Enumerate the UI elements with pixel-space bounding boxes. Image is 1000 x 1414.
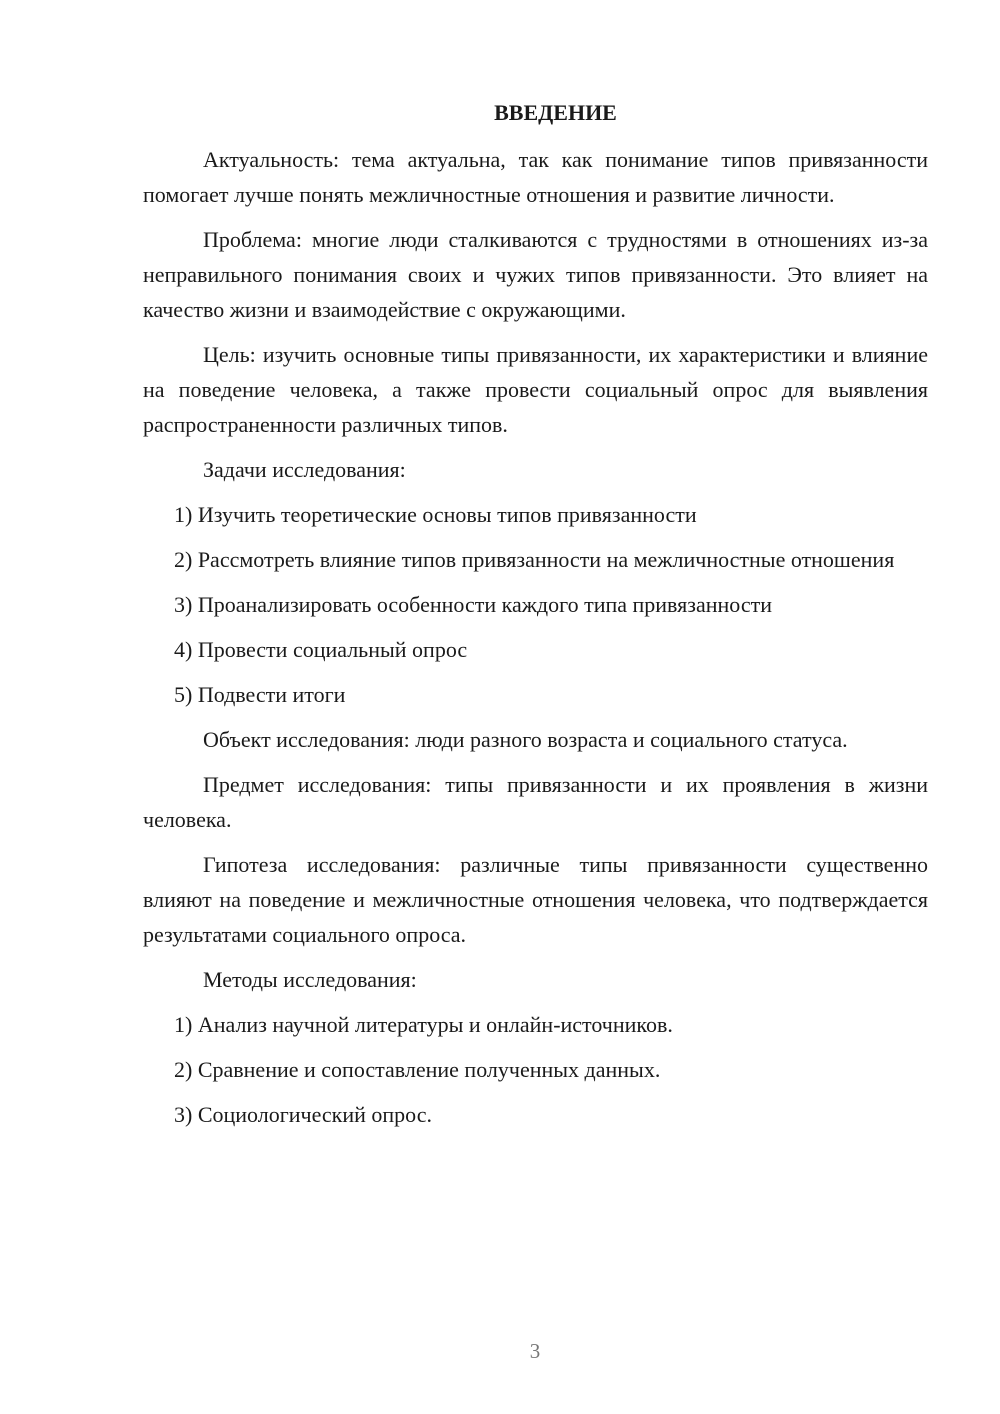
method-item: 3) Социологический опрос. [174,1102,432,1127]
object-paragraph: Объект исследования: люди разного возраста и социального статуса. [203,727,848,752]
relevance-paragraph: Актуальность: тема актуальна, так как понимание типов привязанности помогает лучше понять межличностные отношения и развитие личности. [143,147,928,207]
methods-heading: Методы исследования: [203,967,417,992]
method-item: 1) Анализ научной литературы и онлайн-источников. [174,1012,673,1037]
hypothesis-paragraph: Гипотеза исследования: различные типы привязанности существенно влияют на поведение и межличностные отношения человека, что подтверждается результатами социального опроса. [143,852,928,947]
method-item: 2) Сравнение и сопоставление полученных данных. [174,1057,661,1082]
task-item: 5) Подвести итоги [174,682,346,707]
task-item: 2) Рассмотреть влияние типов привязанности на межличностные отношения [174,547,895,572]
goal-paragraph: Цель: изучить основные типы привязанности, их характеристики и влияние на поведение человека, а также провести социальный опрос для выявления распространенности различных типов. [143,342,928,437]
subject-paragraph: Предмет исследования: типы привязанности и их проявления в жизни человека. [143,772,928,832]
task-item: 3) Проанализировать особенности каждого типа привязанности [174,592,772,617]
tasks-heading: Задачи исследования: [203,457,406,482]
task-item: 4) Провести социальный опрос [174,637,468,662]
page-number: 3 [529,1339,541,1363]
section-title: ВВЕДЕНИЕ [494,100,617,125]
problem-paragraph: Проблема: многие люди сталкиваются с трудностями в отношениях из-за неправильного понимания своих и чужих типов привязанности. Это влияет на качество жизни и взаимодействие с окружающими. [143,227,928,322]
task-item: 1) Изучить теоретические основы типов привязанности [174,502,697,527]
